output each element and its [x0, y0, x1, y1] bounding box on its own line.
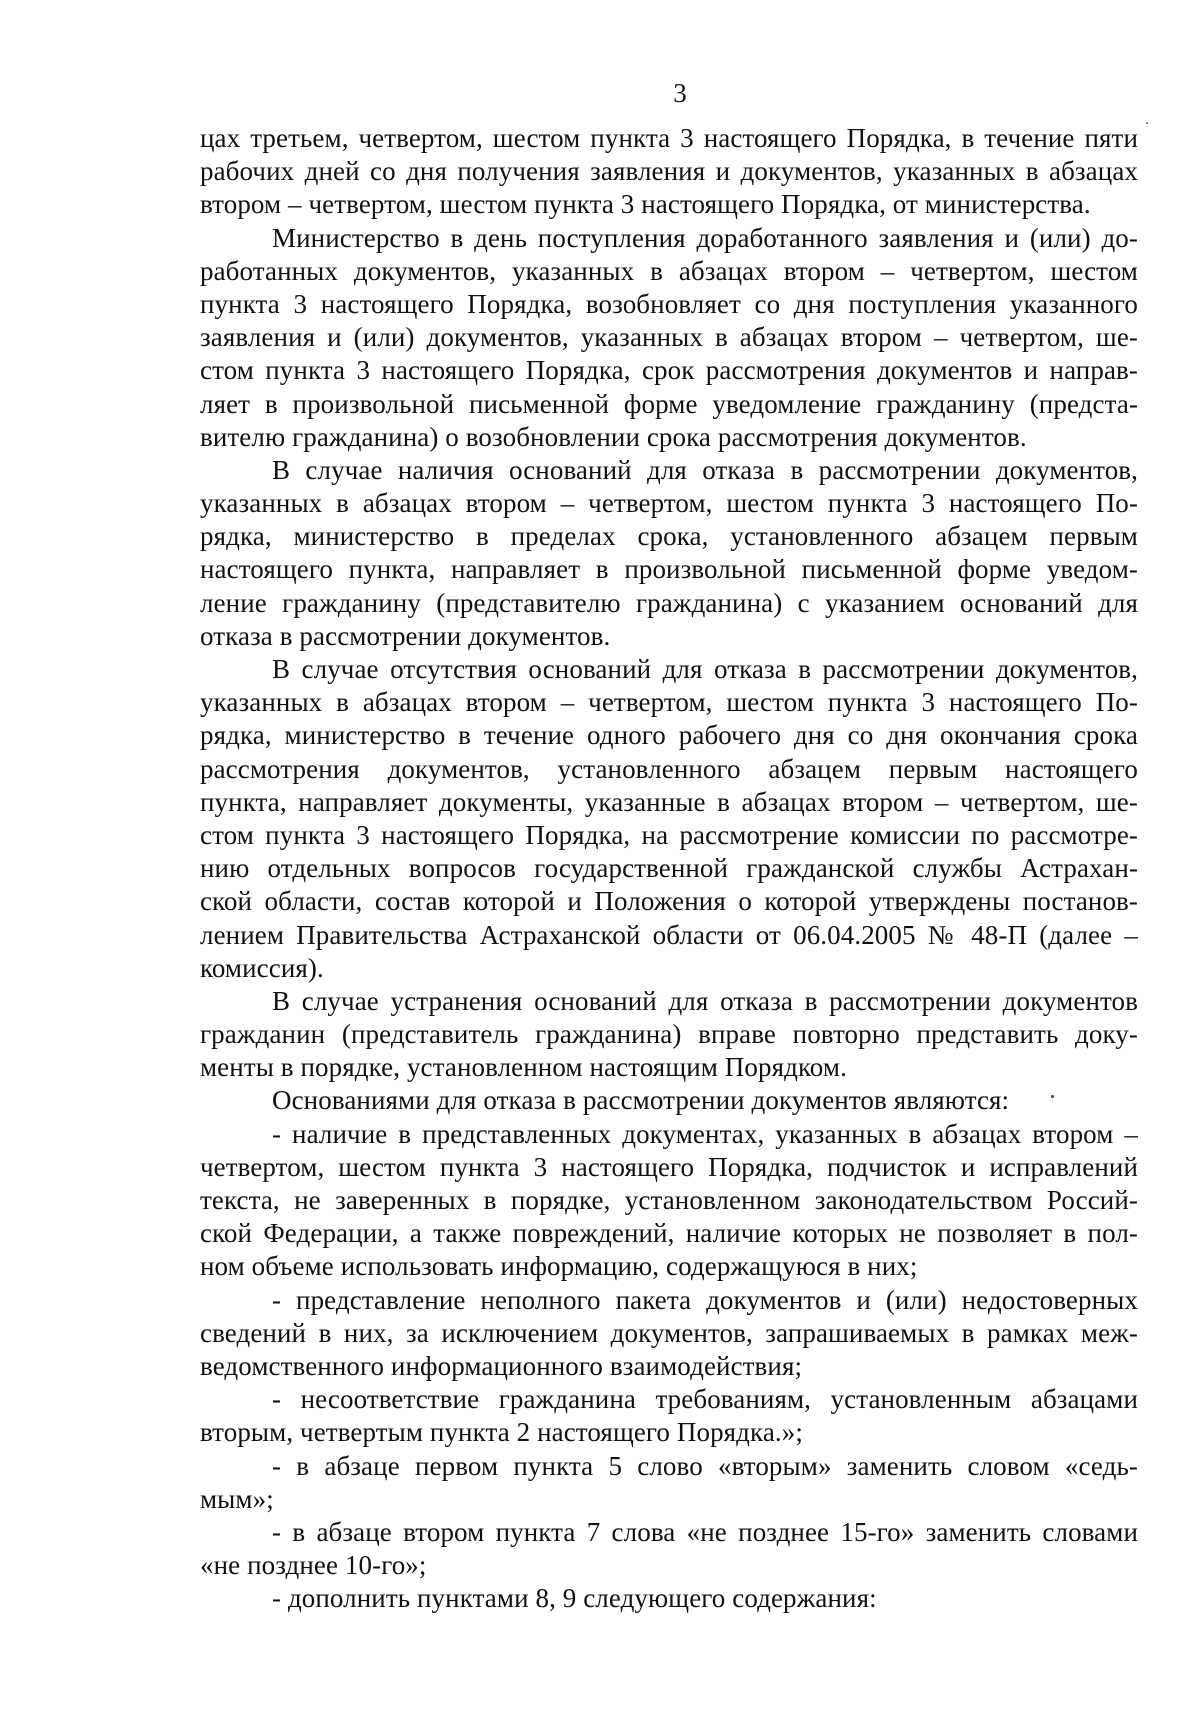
paragraph-continuation [200, 122, 1138, 222]
text-line: ской области, состав которой и Положения о которой утверждены постанов- [200, 886, 1138, 917]
text-line: менты в порядке, установленном настоящим Порядком. [200, 1052, 847, 1083]
text-line: рядка, министерство в течение одного рабочего дня со дня окончания срока [200, 720, 1138, 751]
text-line: настоящего пункта, направляет в произвольной письменной форме уведом- [200, 554, 1138, 585]
text-line: пункта 3 настоящего Порядка, возобновляет со дня поступления указанного [200, 288, 1138, 319]
text-line: В случае устранения оснований для отказа в рассмотрении документов [272, 985, 1138, 1016]
scan-speck-mark [1146, 122, 1148, 124]
text-line: мым»; [200, 1483, 274, 1514]
text-line: стом пункта 3 настоящего Порядка, срок рассмотрения документов и направ- [200, 355, 1138, 386]
list-item-incomplete-package [200, 1284, 1138, 1384]
document-body [200, 122, 1138, 1615]
paragraph-grounds-eliminated [200, 985, 1138, 1085]
paragraph-refusal-grounds-present [200, 454, 1138, 653]
text-line: Основаниями для отказа в рассмотрении документов являются: [272, 1085, 1010, 1116]
text-line: ской Федерации, а также повреждений, наличие которых не позволяет в пол- [200, 1218, 1138, 1249]
paragraph-refusal-grounds-absent [200, 653, 1138, 985]
text-line: Министерство в день поступления доработанного заявления и (или) до- [272, 222, 1138, 253]
text-line: вторым, четвертым пункта 2 настоящего Порядка.»; [200, 1417, 803, 1448]
scan-speck-mark [1051, 1095, 1054, 1098]
text-line: В случае отсутствия оснований для отказа в рассмотрении документов, [272, 654, 1138, 684]
text-line: нию отдельных вопросов государственной гражданской службы Астрахан- [200, 853, 1138, 884]
text-line: стом пункта 3 настоящего Порядка, на рассмотрение комиссии по рассмотре- [200, 819, 1138, 850]
text-line: ведомственного информационного взаимодействия; [200, 1350, 803, 1381]
text-line: - наличие в представленных документах, указанных в абзацах втором – [272, 1118, 1138, 1149]
text-line: вителю гражданина) о возобновлении срока рассмотрения документов. [200, 421, 1027, 452]
text-line: отказа в рассмотрении документов. [200, 620, 611, 651]
text-line: сведений в них, за исключением документов, запрашиваемых в рамках меж- [200, 1317, 1138, 1348]
text-line: рассмотрения документов, установленного абзацем первым настоящего [200, 753, 1138, 784]
text-line: указанных в абзацах втором – четвертом, шестом пункта 3 настоящего По- [200, 488, 1138, 519]
text-line: «не позднее 10-го»; [200, 1550, 427, 1581]
list-item-add-points [200, 1582, 1138, 1615]
list-item-amend-point-7 [200, 1516, 1138, 1582]
text-line: работанных документов, указанных в абзацах втором – четвертом, шестом [200, 255, 1138, 286]
text-line: гражданин (представитель гражданина) вправе повторно представить доку- [200, 1019, 1138, 1050]
text-line: - дополнить пунктами 8, 9 следующего содержания: [272, 1583, 877, 1614]
text-line: ляет в произвольной письменной форме уведомление гражданину (предста- [200, 388, 1138, 419]
text-line: - несоответствие гражданина требованиям, установленным абзацами [272, 1384, 1138, 1415]
list-item-amend-point-5 [200, 1450, 1138, 1516]
text-line: цах третьем, четвертом, шестом пункта 3 настоящего Порядка, в течение пяти [200, 123, 1138, 153]
page-number: 3 [673, 78, 687, 108]
list-item-nonconformity [200, 1383, 1138, 1449]
text-line: лением Правительства Астраханской области от 06.04.2005 № 48-П (далее – [200, 919, 1138, 950]
text-line: пункта, направляет документы, указанные в абзацах втором – четвертом, ше- [200, 786, 1138, 817]
text-line: В случае наличия оснований для отказа в рассмотрении документов, [272, 454, 1138, 485]
text-line: указанных в абзацах втором – четвертом, шестом пункта 3 настоящего По- [200, 687, 1138, 718]
text-line: ление гражданину (представителю гражданина) с указанием оснований для [200, 587, 1138, 618]
text-line: - представление неполного пакета документов и (или) недостоверных [272, 1284, 1138, 1315]
text-line: ном объеме использовать информацию, содержащуюся в них; [200, 1251, 918, 1282]
paragraph-ministry-resumes [200, 222, 1138, 454]
text-line: комиссия). [200, 952, 324, 983]
paragraph-refusal-grounds-heading [200, 1084, 1138, 1117]
list-item-erasures [200, 1118, 1138, 1284]
text-line: текста, не заверенных в порядке, установленном законодательством Россий- [200, 1185, 1138, 1215]
text-line: - в абзаце первом пункта 5 слово «вторым» заменить словом «седь- [272, 1450, 1138, 1481]
text-line: рабочих дней со дня получения заявления и документов, указанных в абзацах [200, 156, 1138, 187]
text-line: - в абзаце втором пункта 7 слова «не позднее 15-го» заменить словами [272, 1516, 1138, 1547]
text-line: заявления и (или) документов, указанных в абзацах втором – четвертом, ше- [200, 322, 1138, 353]
text-line: рядка, министерство в пределах срока, установленного абзацем первым [200, 521, 1138, 552]
text-line: втором – четвертом, шестом пункта 3 настоящего Порядка, от министерства. [200, 189, 1091, 220]
text-line: четвертом, шестом пункта 3 настоящего Порядка, подчисток и исправлений [200, 1151, 1138, 1182]
